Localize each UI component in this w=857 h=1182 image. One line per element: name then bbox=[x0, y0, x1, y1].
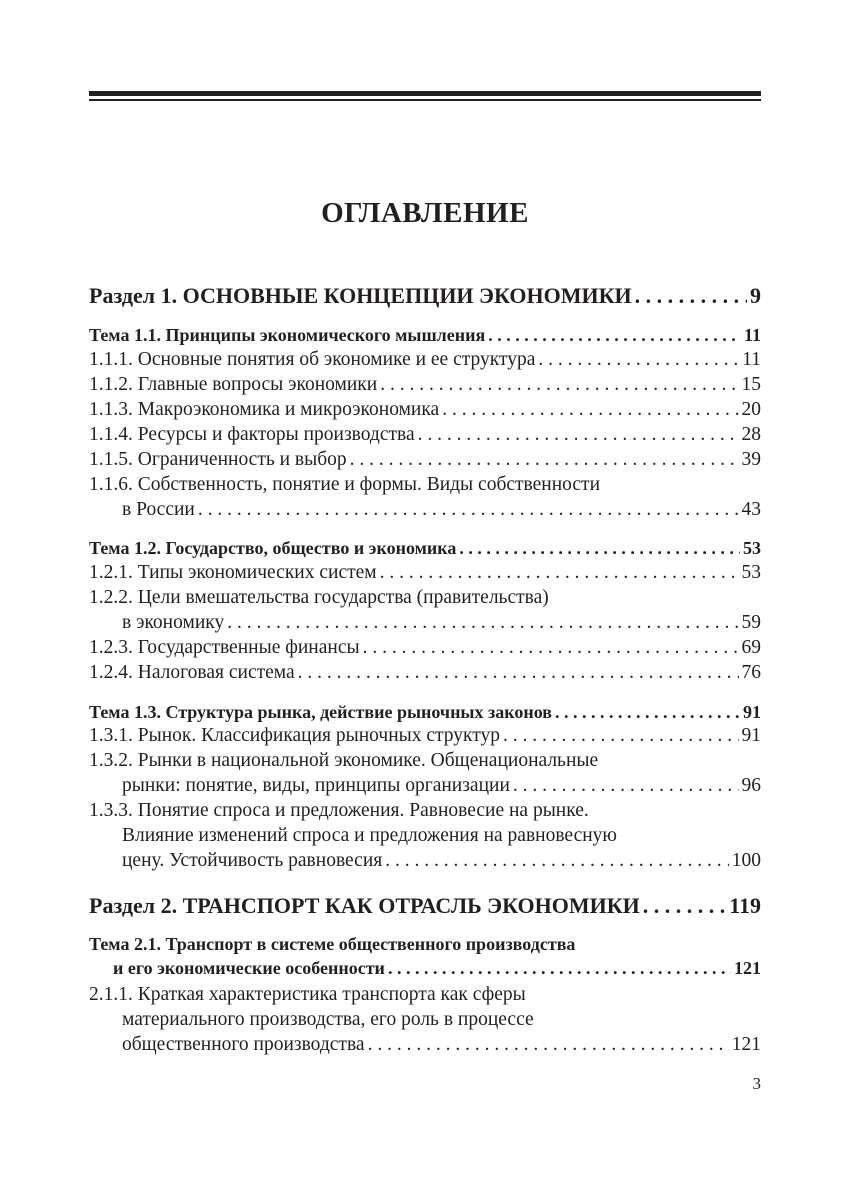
toc-page-number: 9 bbox=[750, 283, 761, 308]
toc-entry-title: 1.1.3. Макроэкономика и микроэкономика bbox=[89, 399, 440, 420]
toc-leader bbox=[503, 725, 738, 747]
toc-theme-1-1[interactable] bbox=[89, 325, 761, 346]
toc-leader bbox=[555, 702, 740, 723]
toc-item-2-1-1[interactable] bbox=[122, 1034, 761, 1056]
toc-page-number: 53 bbox=[743, 538, 761, 558]
toc-item-1-1-5[interactable] bbox=[89, 449, 761, 471]
toc-section-1[interactable] bbox=[89, 283, 761, 309]
toc-item-1-2-4[interactable] bbox=[89, 662, 761, 684]
toc-page-number: 119 bbox=[729, 893, 761, 918]
toc-theme-2-1[interactable] bbox=[113, 958, 761, 979]
page-title: ОГЛАВЛЕНИЕ bbox=[321, 197, 529, 229]
toc-entry-title: 1.2.1. Типы экономических систем bbox=[89, 562, 377, 583]
toc-leader bbox=[418, 424, 739, 446]
toc-leader bbox=[538, 349, 739, 371]
toc-section-2[interactable] bbox=[89, 893, 761, 919]
toc-item-1-1-6[interactable] bbox=[122, 499, 761, 521]
toc-leader bbox=[513, 775, 739, 797]
toc-page-number: 11 bbox=[743, 325, 761, 345]
toc-item-1-2-3[interactable] bbox=[89, 637, 761, 659]
header-rule-thick bbox=[89, 91, 761, 96]
toc-item-1-1-1[interactable] bbox=[89, 349, 761, 371]
toc-leader bbox=[298, 662, 739, 684]
page-number: 3 bbox=[752, 1074, 761, 1093]
toc-leader bbox=[459, 538, 740, 559]
toc-entry-title: Тема 1.3. Структура рынка, действие рыночных законов bbox=[89, 702, 552, 722]
toc-entry-title: общественного производства bbox=[122, 1034, 365, 1055]
toc-entry-title: 1.1.5. Ограниченность и выбор bbox=[89, 449, 347, 470]
toc-leader bbox=[227, 612, 738, 634]
toc-item-1-3-2-line1: 1.3.2. Рынки в национальной экономике. Общенациональные bbox=[89, 750, 599, 771]
toc-item-1-3-3-line2: Влияние изменений спроса и предложения на равновесную bbox=[122, 825, 617, 846]
toc-page-number: 28 bbox=[741, 424, 761, 445]
toc-entry-title: 1.2.4. Налоговая система bbox=[89, 662, 295, 683]
toc-item-1-1-3[interactable] bbox=[89, 399, 761, 421]
toc-item-1-3-2[interactable] bbox=[122, 775, 761, 797]
toc-leader bbox=[350, 449, 739, 471]
toc-theme-1-3[interactable] bbox=[89, 702, 761, 723]
toc-theme-2-1-line1: Тема 2.1. Транспорт в системе общественного производства bbox=[89, 934, 576, 954]
toc-entry-title: Тема 1.2. Государство, общество и экономика bbox=[89, 538, 457, 558]
toc-page-number: 76 bbox=[741, 662, 761, 683]
toc-page-number: 11 bbox=[742, 349, 761, 370]
toc-leader bbox=[388, 958, 731, 979]
toc-entry-title: Тема 1.1. Принципы экономического мышления bbox=[89, 325, 486, 345]
toc-page-number: 59 bbox=[741, 612, 761, 633]
toc-item-1-1-4[interactable] bbox=[89, 424, 761, 446]
toc-entry-title: рынки: понятие, виды, принципы организации bbox=[122, 775, 510, 796]
toc-leader bbox=[380, 562, 739, 584]
toc-page-number: 43 bbox=[741, 499, 761, 520]
toc-leader bbox=[635, 283, 747, 309]
toc-page-number: 20 bbox=[741, 399, 761, 420]
toc-entry-title: 1.3.1. Рынок. Классификация рыночных структур bbox=[89, 725, 501, 746]
toc-page-number: 100 bbox=[731, 850, 761, 871]
toc-entry-title: 1.1.1. Основные понятия об экономике и ее структура bbox=[89, 349, 536, 370]
toc-entry-title: в экономику bbox=[122, 612, 225, 633]
toc-leader bbox=[385, 850, 729, 872]
toc-item-1-3-3-line1: 1.3.3. Понятие спроса и предложения. Равновесие на рынке. bbox=[89, 800, 589, 821]
toc-item-1-2-2-line1: 1.2.2. Цели вмешательства государства (правительства) bbox=[89, 587, 549, 608]
toc-entry-title: 1.2.3. Государственные финансы bbox=[89, 637, 360, 658]
toc-leader bbox=[488, 325, 741, 346]
toc-page-number: 69 bbox=[741, 637, 761, 658]
toc-item-2-1-1-line2: материального производства, его роль в процессе bbox=[122, 1009, 534, 1030]
toc-page-number: 91 bbox=[743, 702, 761, 722]
header-rule-thin bbox=[89, 99, 761, 101]
toc-item-1-1-2[interactable] bbox=[89, 374, 761, 396]
toc-item-1-2-1[interactable] bbox=[89, 562, 761, 584]
toc-leader bbox=[363, 637, 739, 659]
toc-entry-title: 1.1.4. Ресурсы и факторы производства bbox=[89, 424, 415, 445]
toc-leader bbox=[442, 399, 738, 421]
toc-entry-title: Раздел 1. ОСНОВНЫЕ КОНЦЕПЦИИ ЭКОНОМИКИ bbox=[89, 283, 632, 308]
toc-entry-title: цену. Устойчивость равновесия bbox=[122, 850, 383, 871]
toc-item-1-1-6-line1: 1.1.6. Собственность, понятие и формы. Виды собственности bbox=[89, 474, 601, 495]
toc-page-number: 91 bbox=[741, 725, 761, 746]
toc-entry-title: в России bbox=[122, 499, 195, 520]
toc-item-2-1-1-line1: 2.1.1. Краткая характеристика транспорта как сферы bbox=[89, 984, 526, 1005]
toc-page-number: 121 bbox=[734, 958, 761, 978]
toc-entry-title: 1.1.2. Главные вопросы экономики bbox=[89, 374, 378, 395]
toc-item-1-2-2[interactable] bbox=[122, 612, 761, 634]
toc-leader bbox=[368, 1034, 729, 1056]
toc-theme-1-2[interactable] bbox=[89, 538, 761, 559]
toc-item-1-3-1[interactable] bbox=[89, 725, 761, 747]
toc-entry-title: Раздел 2. ТРАНСПОРТ КАК ОТРАСЛЬ ЭКОНОМИКИ bbox=[89, 893, 640, 918]
toc-entry-title: и его экономические особенности bbox=[113, 958, 385, 978]
toc-item-1-3-3[interactable] bbox=[122, 850, 761, 872]
toc-page-number: 96 bbox=[741, 775, 761, 796]
toc-leader bbox=[643, 893, 726, 919]
toc-page-number: 39 bbox=[741, 449, 761, 470]
toc-leader bbox=[380, 374, 738, 396]
toc-page-number: 15 bbox=[741, 374, 761, 395]
toc-leader bbox=[198, 499, 739, 521]
toc-page-number: 53 bbox=[741, 562, 761, 583]
toc-page-number: 121 bbox=[731, 1034, 761, 1055]
